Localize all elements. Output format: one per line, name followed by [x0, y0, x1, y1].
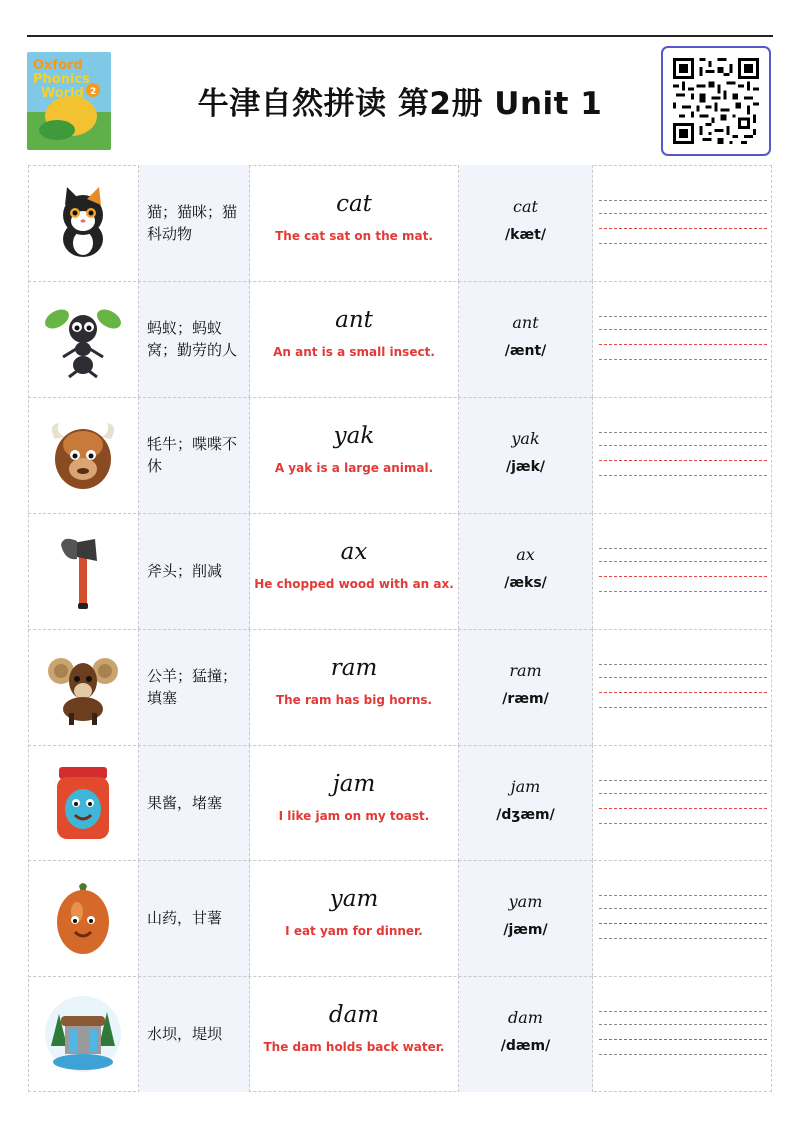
phonetic-cell: [459, 165, 593, 281]
ax-icon: [43, 531, 123, 615]
table-row: [28, 513, 772, 629]
book-cover: [27, 52, 111, 150]
table-row: [28, 860, 772, 976]
table-row: [28, 976, 772, 1092]
writing-line: [599, 548, 767, 549]
ipa-transcription: /ænt/: [504, 343, 547, 359]
example-sentence: I like jam on my toast.: [278, 809, 430, 823]
word-small: ram: [509, 661, 542, 680]
writing-baseline: [599, 923, 767, 924]
word-small: cat: [513, 197, 538, 216]
writing-baseline: [599, 344, 767, 345]
phonetic-cell: [459, 629, 593, 745]
top-rule: [27, 35, 773, 37]
writing-line: [599, 1054, 767, 1055]
page-title: 牛津自然拼读 第2册 Unit 1: [197, 86, 603, 122]
ipa-transcription: /ræm/: [502, 691, 549, 707]
ram-icon: [43, 647, 123, 731]
writing-line: [599, 243, 767, 244]
image-cell: [28, 165, 139, 281]
word-cell: [250, 745, 459, 861]
writing-line: [599, 895, 767, 896]
chinese-meaning: 水坝，堤坝: [139, 976, 250, 1092]
word-cell: [250, 165, 459, 281]
image-cell: [28, 860, 139, 976]
ipa-transcription: /kæt/: [505, 227, 546, 243]
jam-icon: [43, 763, 123, 847]
word-cell: [250, 629, 459, 745]
word: yam: [329, 886, 379, 912]
cover-title-1: Oxford: [33, 58, 83, 73]
example-sentence: A yak is a large animal.: [274, 461, 434, 475]
row-divider: [28, 281, 772, 282]
ipa-transcription: /jæm/: [503, 922, 548, 938]
writing-baseline: [599, 692, 767, 693]
writing-lines: [593, 513, 772, 629]
image-cell: [28, 976, 139, 1092]
example-sentence: An ant is a small insect.: [273, 345, 435, 359]
chinese-meaning: 蚂蚁；蚂蚁窝；勤劳的人: [139, 281, 250, 397]
word-small: ant: [512, 313, 539, 332]
phonetic-cell: [459, 976, 593, 1092]
word-cell: [250, 513, 459, 629]
cat-icon: [43, 183, 123, 267]
word: cat: [336, 191, 372, 217]
word: ram: [330, 655, 378, 681]
table-row: [28, 281, 772, 397]
writing-baseline: [599, 228, 767, 229]
writing-line: [599, 677, 767, 678]
row-divider: [28, 513, 772, 514]
word-cell: [250, 397, 459, 513]
writing-line: [599, 561, 767, 562]
writing-lines: [593, 281, 772, 397]
writing-lines: [593, 629, 772, 745]
writing-line: [599, 359, 767, 360]
image-cell: [28, 397, 139, 513]
writing-baseline: [599, 808, 767, 809]
table-row: [28, 165, 772, 281]
row-divider: [28, 629, 772, 630]
writing-line: [599, 780, 767, 781]
writing-line: [599, 432, 767, 433]
example-sentence: I eat yam for dinner.: [285, 924, 423, 938]
phonetic-cell: [459, 860, 593, 976]
vocabulary-table: [28, 165, 772, 1092]
word: ant: [335, 307, 373, 333]
writing-baseline: [599, 1039, 767, 1040]
writing-lines: [593, 165, 772, 281]
writing-lines: [593, 976, 772, 1092]
word-small: jam: [510, 777, 541, 796]
writing-line: [599, 475, 767, 476]
writing-line: [599, 707, 767, 708]
yam-icon: [43, 878, 123, 962]
word-small: ax: [516, 545, 535, 564]
word-small: yak: [511, 429, 540, 448]
writing-line: [599, 1024, 767, 1025]
writing-baseline: [599, 460, 767, 461]
word: ax: [340, 539, 368, 565]
chinese-meaning: 猫；猫咪；猫科动物: [139, 165, 250, 281]
word: jam: [332, 771, 376, 797]
image-cell: [28, 513, 139, 629]
writing-line: [599, 445, 767, 446]
ipa-transcription: /jæk/: [505, 459, 545, 475]
example-sentence: The ram has big horns.: [275, 693, 433, 707]
phonetic-cell: [459, 745, 593, 861]
qr-code: [661, 46, 771, 156]
chinese-meaning: 山药，甘薯: [139, 860, 250, 976]
row-divider: [28, 860, 772, 861]
cover-number: 2: [90, 87, 97, 97]
writing-line: [599, 908, 767, 909]
writing-line: [599, 793, 767, 794]
writing-line: [599, 591, 767, 592]
writing-lines: [593, 860, 772, 976]
chinese-meaning: 果酱，堵塞: [139, 745, 250, 861]
image-cell: [28, 629, 139, 745]
writing-lines: [593, 397, 772, 513]
yak-icon: [43, 415, 123, 499]
example-sentence: The dam holds back water.: [263, 1040, 445, 1054]
word-cell: [250, 281, 459, 397]
cover-title-3: World: [41, 86, 84, 101]
word-cell: [250, 860, 459, 976]
word: yak: [333, 423, 375, 449]
writing-line: [599, 823, 767, 824]
writing-line: [599, 213, 767, 214]
image-cell: [28, 281, 139, 397]
writing-line: [599, 938, 767, 939]
ipa-transcription: /dʒæm/: [496, 807, 555, 823]
word-cell: [250, 976, 459, 1092]
row-divider: [28, 397, 772, 398]
chinese-meaning: 牦牛；喋喋不休: [139, 397, 250, 513]
word-small: dam: [508, 1008, 543, 1027]
phonetic-cell: [459, 281, 593, 397]
word: dam: [328, 1002, 380, 1028]
cover-title-2: Phonics: [33, 72, 90, 87]
example-sentence: The cat sat on the mat.: [275, 229, 433, 243]
row-divider: [28, 976, 772, 977]
writing-line: [599, 200, 767, 201]
writing-baseline: [599, 576, 767, 577]
image-cell: [28, 745, 139, 861]
table-row: [28, 629, 772, 745]
chinese-meaning: 公羊；猛撞；填塞: [139, 629, 250, 745]
phonetic-cell: [459, 513, 593, 629]
writing-line: [599, 664, 767, 665]
ipa-transcription: /æks/: [504, 575, 547, 591]
writing-line: [599, 316, 767, 317]
ipa-transcription: /dæm/: [500, 1038, 551, 1054]
word-small: yam: [508, 892, 543, 911]
writing-line: [599, 1011, 767, 1012]
chinese-meaning: 斧头；削减: [139, 513, 250, 629]
writing-line: [599, 329, 767, 330]
table-row: [28, 745, 772, 861]
dam-icon: [43, 994, 123, 1078]
table-row: [28, 397, 772, 513]
ant-icon: [43, 299, 123, 383]
phonetic-cell: [459, 397, 593, 513]
writing-lines: [593, 745, 772, 861]
example-sentence: He chopped wood with an ax.: [254, 577, 454, 591]
row-divider: [28, 745, 772, 746]
